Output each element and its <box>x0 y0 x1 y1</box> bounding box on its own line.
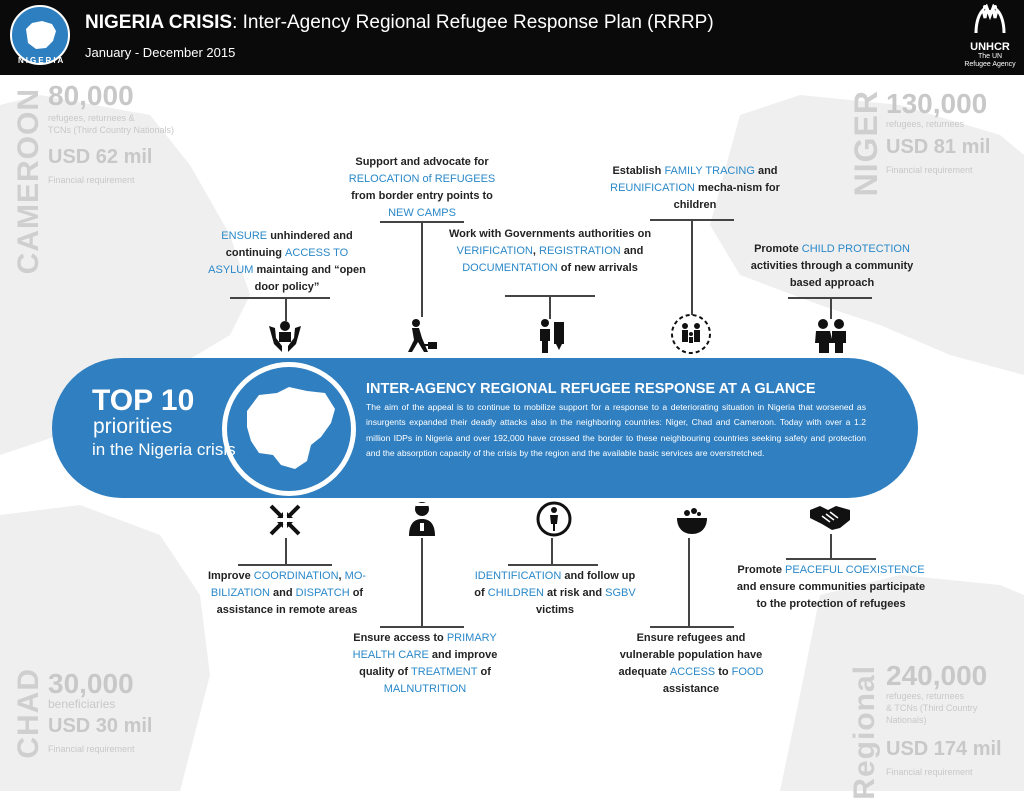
glance-title: INTER-AGENCY REGIONAL REFUGEE RESPONSE AT A GLANCE <box>366 381 816 397</box>
priority-relocation: Support and advocate for RELOCATION of REFUGEES from border entry points to NEW CAMPS <box>348 156 496 219</box>
logo-word: NIGERIA <box>18 56 66 65</box>
glance-text: The aim of the appeal is to continue to mobilize support for a response to a deteriorating situation in Nigeria that worsened as insurgents expanded their deadly attacks also in the neighboring countries: Niger, Chad and Cameroon. Today with over a 1.2 million IDPs in Nigeria and over 192,000 have crossed the border to these neighbouring countries seeking safety and protection and the absorption capacity of the crisis by the region and the available basic services are overstretched. <box>366 402 866 458</box>
top10-label: TOP 10 <box>92 384 195 417</box>
page-title <box>85 12 714 34</box>
niger-count: 130,000 <box>886 88 988 119</box>
walking-luggage-icon <box>402 318 440 354</box>
arrows-converge-icon <box>268 503 302 537</box>
chad-fin: Financial requirement <box>48 744 135 754</box>
regional-desc2: & TCNs (Third Country <box>886 703 978 713</box>
priority-access-asylum: ENSURE unhindered and continuing ACCESS TO ASYLUM maintaing and “open door policy” <box>208 230 366 293</box>
niger-desc1: refugees, returnees <box>886 119 965 129</box>
regional-count: 240,000 <box>886 660 988 691</box>
handshake-icon <box>808 500 852 534</box>
chad-usd: USD 30 mil <box>48 715 153 737</box>
priority-identification: IDENTIFICATION and follow up of CHILDREN at risk and SGBV victims <box>474 570 636 616</box>
hands-person-icon <box>266 318 304 354</box>
unhcr-family-icon <box>973 4 1007 34</box>
regional-usd: USD 174 mil <box>886 738 1002 760</box>
priority-food-access: Ensure refugees and vulnerable population have adequate ACCESS to FOOD assistance <box>618 632 764 695</box>
cameroon-fin: Financial requirement <box>48 175 135 185</box>
unhcr-sub1: The UN <box>977 53 1003 60</box>
nigeria-map-badge <box>222 362 356 496</box>
regional-fin: Financial requirement <box>886 767 973 777</box>
priority-child-protection: Promote CHILD PROTECTION activities through a community based approach <box>750 243 914 289</box>
priority-health-care: Ensure access to PRIMARY HEALTH CARE and improve quality of TREATMENT of MALNUTRITION <box>352 632 498 695</box>
food-bowl-icon <box>675 506 709 536</box>
cameroon-desc2: TCNs (Third Country Nationals) <box>48 125 175 135</box>
niger-fin: Financial requirement <box>886 165 973 175</box>
regional-desc3: Nationals) <box>886 715 927 725</box>
title-bold: NIGERIA CRISIS <box>85 12 233 33</box>
country-niger: NIGER <box>848 90 884 197</box>
priority-registration: Work with Governments authorities on VERIFICATION, REGISTRATION and DOCUMENTATION of new arrivals <box>448 228 652 274</box>
doctor-icon <box>406 500 438 538</box>
title-rest: : Inter-Agency Regional Refugee Response Plan (RRRP) <box>232 12 714 33</box>
child-circle-icon <box>535 500 573 538</box>
person-document-icon <box>536 318 566 354</box>
country-cameroon: CAMEROON <box>12 88 45 275</box>
priorities-label: priorities <box>93 415 173 438</box>
header-bar <box>0 0 1024 75</box>
cameroon-usd: USD 62 mil <box>48 146 153 168</box>
in-nigeria-label: in the Nigeria crisis <box>92 440 236 459</box>
unhcr-word: UNHCR <box>970 41 1010 53</box>
unhcr-logo <box>960 4 1020 69</box>
priority-coordination: Improve COORDINATION, MO-BILIZATION and DISPATCH of assistance in remote areas <box>207 570 367 616</box>
country-chad: CHAD <box>12 668 45 759</box>
cameroon-count: 80,000 <box>48 80 134 111</box>
niger-usd: USD 81 mil <box>886 136 991 158</box>
nigeria-outline-icon <box>237 383 341 473</box>
chad-desc1: beneficiaries <box>48 697 116 711</box>
children-icon <box>812 318 850 354</box>
priority-peaceful-coexistence: Promote PEACEFUL COEXISTENCE and ensure communities participate to the protection of refugees <box>736 564 926 610</box>
page-subtitle: January - December 2015 <box>85 45 236 60</box>
nigeria-map-icon <box>20 15 60 55</box>
country-regional: Regional <box>848 665 881 800</box>
cameroon-desc1: refugees, returnees & <box>48 113 135 123</box>
unhcr-sub2: Refugee Agency <box>964 61 1016 68</box>
family-circle-icon <box>666 312 716 356</box>
regional-desc1: refugees, returnees <box>886 691 965 701</box>
chad-count: 30,000 <box>48 668 134 699</box>
priority-family-tracing: Establish FAMILY TRACING and REUNIFICATION mecha-nism for children <box>610 165 780 211</box>
